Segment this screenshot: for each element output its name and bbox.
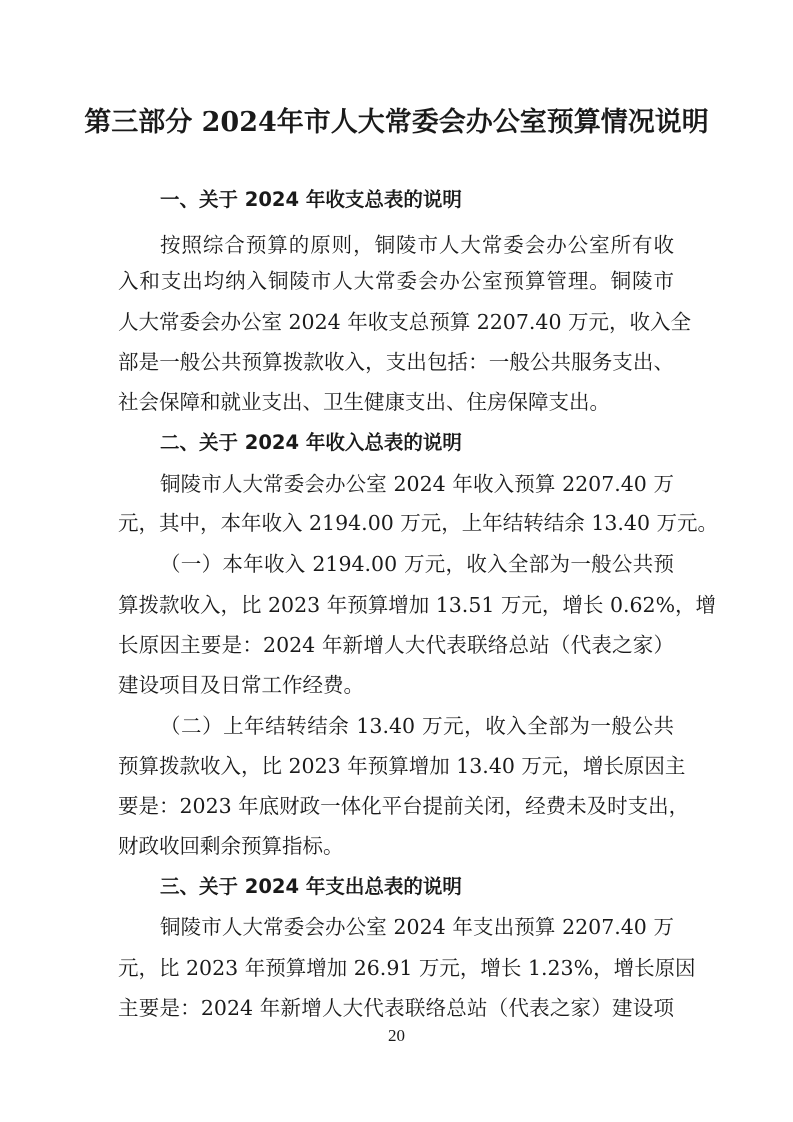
paragraph-line: 人大常委会办公室 2024 年收支总预算 2207.40 万元，收入全 [118,310,692,334]
paragraph-line: 要是：2023 年底财政一体化平台提前关闭，经费未及时支出， [118,794,690,818]
paragraph-line: 元，其中，本年收入 2194.00 万元，上年结转结余 13.40 万元。 [118,511,719,535]
paragraph-line: 算拨款收入，比 2023 年预算增加 13.51 万元，增长 0.62%，增 [118,593,717,617]
paragraph-line: 部是一般公共预算拨款收入，支出包括：一般公共服务支出、 [118,350,674,374]
paragraph-line: 铜陵市人大常委会办公室 2024 年支出预算 2207.40 万 [160,915,674,939]
paragraph-line: 社会保障和就业支出、卫生健康支出、住房保障支出。 [118,390,610,414]
paragraph-line: 长原因主要是：2024 年新增人大代表联络总站（代表之家） [118,633,674,657]
page-title: 第三部分 2024年市人大常委会办公室预算情况说明 [84,107,709,138]
paragraph-line: （一）本年收入 2194.00 万元，收入全部为一般公共预 [160,552,674,576]
paragraph-line: 元，比 2023 年预算增加 26.91 万元，增长 1.23%，增长原因 [118,956,696,980]
section-heading-2: 二、关于 2024 年收入总表的说明 [160,431,462,454]
section-heading-1: 一、关于 2024 年收支总表的说明 [160,188,462,211]
paragraph-line: 按照综合预算的原则，铜陵市人大常委会办公室所有收 [160,233,674,257]
paragraph-line: 财政收回剩余预算指标。 [118,834,344,858]
page-number: 20 [388,1026,405,1045]
paragraph-line: 铜陵市人大常委会办公室 2024 年收入预算 2207.40 万 [160,472,674,496]
paragraph-line: 预算拨款收入，比 2023 年预算增加 13.40 万元，增长原因主 [118,754,686,778]
section-heading-3: 三、关于 2024 年支出总表的说明 [160,875,462,898]
paragraph-line: 建设项目及日常工作经费。 [118,673,364,697]
paragraph-line: （二）上年结转结余 13.40 万元，收入全部为一般公共 [160,714,674,738]
paragraph-line: 入和支出均纳入铜陵市人大常委会办公室预算管理。铜陵市 [118,269,674,293]
paragraph-line: 主要是：2024 年新增人大代表联络总站（代表之家）建设项 [118,996,674,1020]
